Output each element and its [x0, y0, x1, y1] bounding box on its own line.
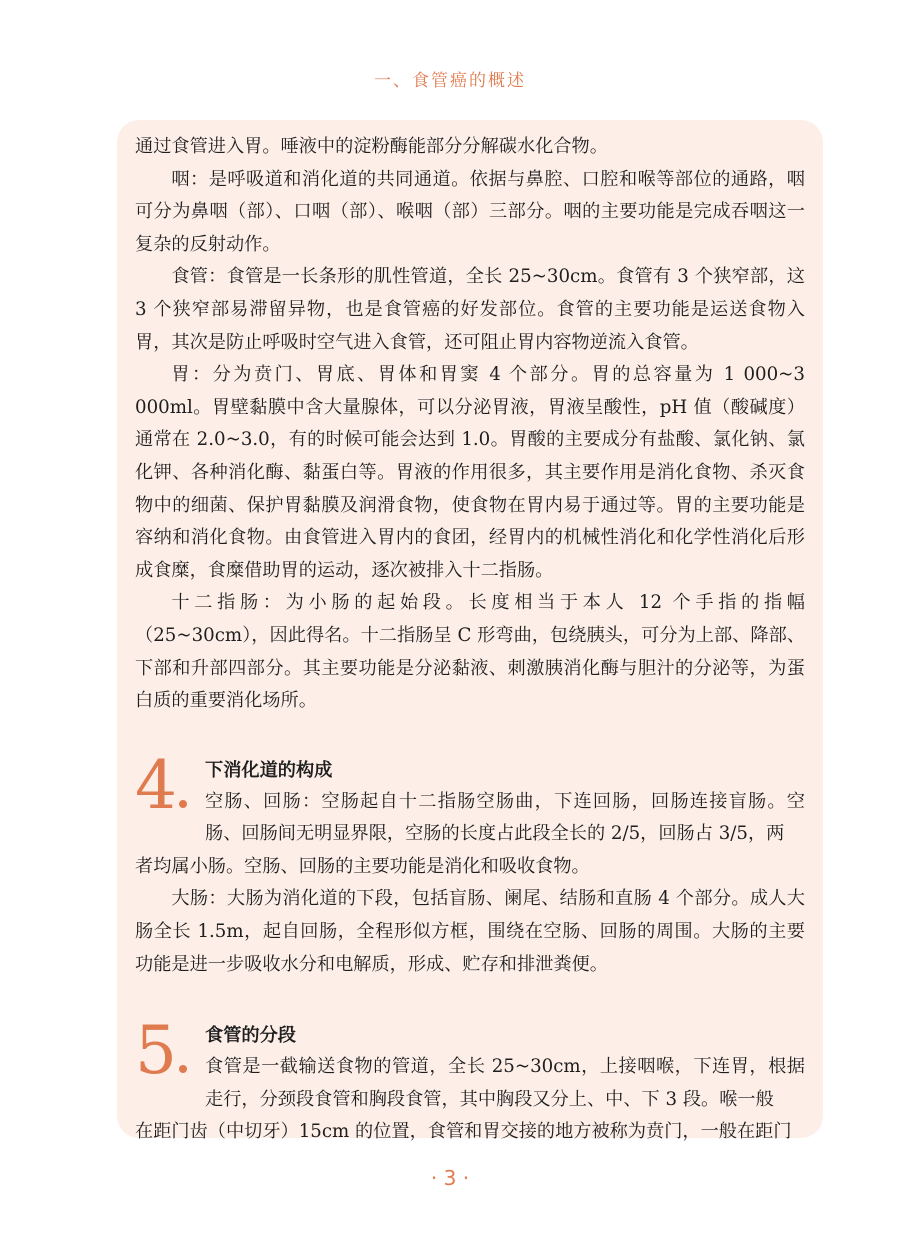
section-5	[135, 1012, 805, 1149]
body-paragraph: 通过食管进入胃。唾液中的淀粉酶能部分分解碳水化合物。	[135, 136, 608, 157]
section-number-digit: 5	[135, 1012, 177, 1090]
section-number	[135, 1012, 205, 1090]
body-paragraph: 胃：分为贲门、胃底、胃体和胃窦 4 个部分。胃的总容量为 1 000~3 000ml。胃壁黏膜中含大量腺体，可以分泌胃液，胃液呈酸性，pH 值（酸碱度）通常在 2.0~3.0，有的时候可能会达到 1.0。胃酸的主要成分有盐酸、氯化钠、氯化钾、各种消化酶、黏蛋白等。胃液的作用很多，其主要作用是消化食物、杀灭食物中的细菌、保护胃黏膜及润滑食物，使食物在胃内易于通过等。胃的主要功能是容纳和消化食物。由食管进入胃内的食团，经胃内的机械性消化和化学性消化后形成食糜，食糜借助胃的运动，逐次被排入十二指肠。	[135, 364, 805, 581]
section-number-digit: 4	[135, 746, 177, 824]
page-number: · 3 ·	[430, 1166, 470, 1190]
section-number-dot	[179, 1065, 187, 1073]
running-head: 一、食管癌的概述	[374, 71, 526, 91]
section-4	[135, 746, 805, 982]
section-body	[135, 1012, 805, 1116]
section-title: 食管的分段	[205, 1025, 296, 1047]
body-paragraph: 十二指肠：为小肠的起始段。长度相当于本人 12 个手指的指幅（25~30cm），因此得名。十二指肠呈 C 形弯曲，包绕胰头，可分为上部、降部、下部和升部四部分。其主要功能是分泌黏液、刺激胰消化酶与胆汁的分泌等，为蛋白质的重要消化场所。	[135, 592, 805, 712]
section-body	[135, 746, 805, 851]
body-paragraph: 咽：是呼吸道和消化道的共同通道。依据与鼻腔、口腔和喉等部位的通路，咽可分为鼻咽（部）、口咽（部）、喉咽（部）三部分。咽的主要功能是完成吞咽这一复杂的反射动作。	[135, 168, 805, 255]
section-paragraph-continued: 者均属小肠。空肠、回肠的主要功能是消化和吸收食物。	[135, 855, 590, 877]
section-number	[135, 746, 205, 824]
section-paragraph-hanging: 食管是一截输送食物的管道，全长 25~30cm，上接咽喉，下连胃，根据走行，分颈段食管和胸段食管，其中胸段又分上、中、下 3 段。喉一般	[205, 1056, 805, 1110]
section-paragraph-hanging: 空肠、回肠：空肠起自十二指肠空肠曲，下连回肠，回肠连接盲肠。空肠、回肠间无明显界限，空肠的长度占此段全长的 2/5，回肠占 3/5，两	[205, 790, 805, 845]
section-title: 下消化道的构成	[205, 759, 333, 781]
section-paragraph-continued: 在距门齿（中切牙）15cm 的位置，食管和胃交接的地方被称为贲门，一般在距门	[135, 1121, 792, 1143]
page-content	[135, 131, 805, 1149]
body-paragraph: 食管：食管是一长条形的肌性管道，全长 25~30cm。食管有 3 个狭窄部，这 3 个狭窄部易滞留异物，也是食管癌的好发部位。食管的主要功能是运送食物入胃，其次是防止呼吸时空气进入食管，还可阻止胃内容物逆流入食管。	[135, 266, 805, 353]
section-number-dot	[179, 800, 187, 808]
section-paragraph: 大肠：大肠为消化道的下段，包括盲肠、阑尾、结肠和直肠 4 个部分。成人大肠全长 1.5m，起自回肠，全程形似方框，围绕在空肠、回肠的周围。大肠的主要功能是进一步吸收水分和电解质，形成、贮存和排泄粪便。	[135, 888, 805, 975]
